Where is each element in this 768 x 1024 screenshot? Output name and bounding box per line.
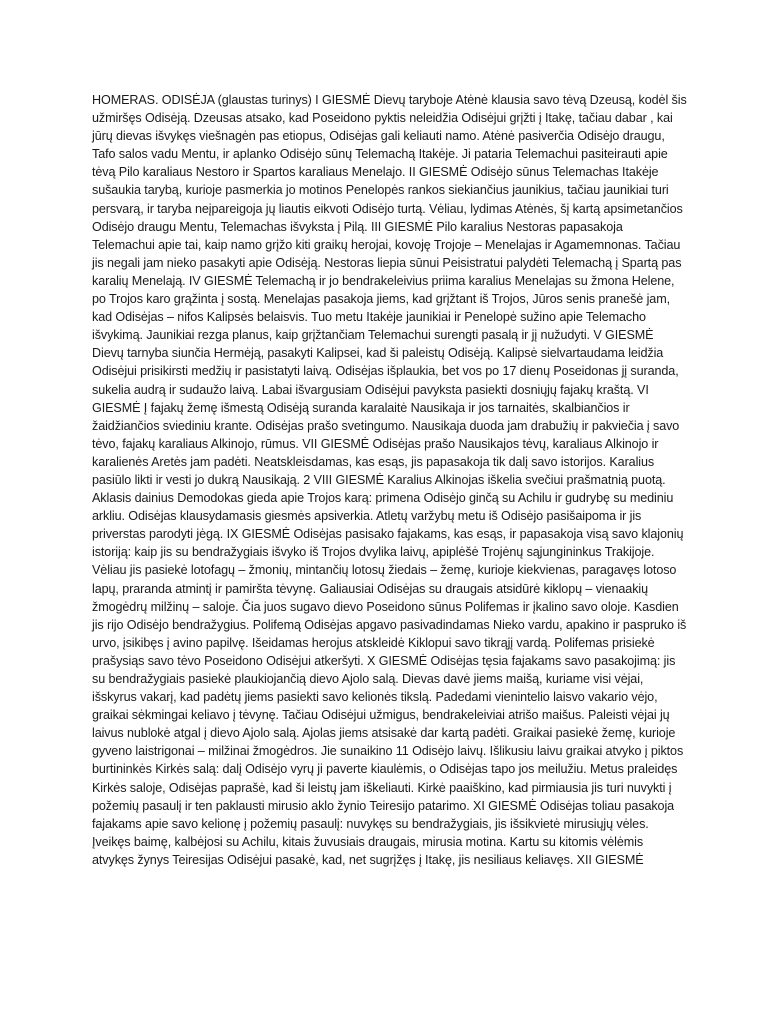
- document-body-text: HOMERAS. ODISĖJA (glaustas turinys) I GIESMĖ Dievų taryboje Atėnė klausia savo tėvą Dzeusą, kodėl šis užmiršęs Odisėją. Dzeusas atsako, kad Poseidono pyktis neleidžia Odisėjui grįžti į Itakę, tačiau dabar , kai jūrų dievas išvykęs viešnagėn pas etiopus, Odisėjas gali keliauti namo. Atėnė pasiverčia Odisėjo draugu, Tafo salos vadu Mentu, ir aplanko Odisėjo sūnų Telemachą Itakėje. Ji pataria Telemachui pasiteirauti apie tėvą Pilo karaliaus Nestoro ir Spartos karaliaus Menelajo. II GIESMĖ Odisėjo sūnus Telemachas Itakėje sušaukia tarybą, kurioje pasmerkia jo motinos Penelopės rankos siekiančius jaunikius, tačiau jaunikiai turi persvarą, ir taryba neįpareigoja jų liautis eikvoti Odisėjo turtą. Vėliau, lydimas Atėnės, šį kartą apsimetančios Odisėjo draugu Mentu, Telemachas išvyksta į Pilą. III GIESMĖ Pilo karalius Nestoras papasakoja Telemachui apie tai, kaip namo grįžo kiti graikų herojai, kovoję Trojoje – Menelajas ir Agamemnonas. Tačiau jis negali jam nieko pasakyti apie Odisėją. Nestoras liepia sūnui Peisistratui palydėti Telemachą į Spartą pas karalių Menelają. IV GIESMĖ Telemachą ir jo bendrakeleivius priima karalius Menelajas su žmona Helene, po Trojos karo grąžinta į sostą. Menelajas pasakoja jiems, kad grįžtant iš Trojos, Jūros senis pranešė jam, kad Odisėjas – nifos Kalipsės belaisvis. Tuo metu Itakėje jaunikiai ir Penelopė sužino apie Telemacho išvykimą. Jaunikiai rezga planus, kaip grįžtančiam Telemachui surengti pasalą ir jį nužudyti. V GIESMĖ Dievų tarnyba siunčia Hermėją, pasakyti Kalipsei, kad ši paleistų Odisėją. Kalipsė sielvartaudama leidžia Odisėjui prisikirsti medžių ir pasistatyti laivą. Odisėjas išplaukia, bet vos po 17 dienų Poseidonas jį suranda, sukelia audrą ir sudaužo laivą. Labai išvargusiam Odisėjui pavyksta pasiekti dosniųjų fajakų kraštą. VI GIESMĖ Į fajakų žemę išmestą Odisėją suranda karalaitė Nausikaja ir jos tarnaitės, skalbiančios ir žaidžiančios sviediniu krante. Odisėjas prašo svetingumo. Nausikaja duoda jam drabužių ir pakviečia į savo tėvo, fajakų karaliaus Alkinojo, rūmus. VII GIESMĖ Odisėjas prašo Nausikajos tėvų, karaliaus Alkinojo ir karalienės Aretės jam padėti. Neatskleisdamas, kas esąs, jis papasakoja tik dalį savo istorijos. Karalius pasiūlo likti ir vesti jo dukrą Nausikają. 2 VIII GIESMĖ Karalius Alkinojas iškelia svečiui prašmatnią puotą. Aklasis dainius Demodokas gieda apie Trojos karą: primena Odisėjo ginčą su Achilu ir gudrybę su mediniu arkliu. Odisėjas klausydamasis giesmės apsiverkia. Atletų varžybų metu iš Odisėjo pasišaipoma ir jis priverstas parodyti jėgą. IX GIESMĖ Odisėjas pasisako fajakams, kas esąs, ir papasakoja visą savo klajonių istoriją: kaip jis su bendražygiais išvyko iš Trojos dvylika laivų, apiplėšė Trojėnų sąjungininkus Trakijoje. Vėliau jis pasiekė lotofagų – žmonių, mintančių lotosų žiedais – žemę, kurioje kiekvienas, paragavęs lotoso lapų, praranda atmintį ir pamiršta tėvynę. Galiausiai Odisėjas su draugais atsidūrė kiklopų – vienaakių žmogėdrų milžinų – saloje. Čia juos sugavo dievo Poseidono sūnus Polifemas ir įkalino savo oloje. Kasdien jis rijo Odisėjo bendražygius. Polifemą Odisėjas apgavo pasivadindamas Nieko vardu, apakino ir paspruko iš urvo, įsikibęs į avino papilvę. Išeidamas herojus atskleidė Kiklopui savo tikrąjį vardą. Polifemas prisiekė prašysiąs savo tėvo Poseidono Odisėjui atkeršyti. X GIESMĖ Odisėjas tęsia fajakams savo pasakojimą: jis su bendražygiais pasiekė plaukiojančią dievo Ajolo salą. Dievas davė jiems maišą, kuriame visi vėjai, išskyrus vakarį, kad padėtų jiems pasiekti savo kelionės tikslą. Padedami vienintelio laisvo vakario vėjo, graikai sėkmingai keliavo į tėvynę. Tačiau Odisėjui užmigus, bendrakeleiviai atrišo maišus. Paleisti vėjai jų laivus nublokė atgal į dievo Ajolo salą. Ajolas jiems atsisakė dar kartą padėti. Graikai pasiekė žemę, kurioje gyveno laistrigonai – milžinai žmogėdros. Jie sunaikino 11 Odisėjo laivų. Išlikusiu laivu graikai atvyko į piktos burtininkės Kirkės salą: dalį Odisėjo vyrų ji paverte kiaulėmis, o Odisėjas tapo jos meilužiu. Metus praleidęs Kirkės saloje, Odisėjas paprašė, kad ši leistų jam iškeliauti. Kirkė paaiškino, kad pirmiausia jis turi nuvykti į požemių pasaulį ir ten paklausti mirusio aklo žynio Teiresijo patarimo. XI GIESMĖ Odisėjas toliau pasakoja fajakams apie savo kelionę į požemių pasaulį: nuvykęs su bendražygiais, jis išsikvietė mirusiųjų vėles. Įveikęs baimę, kalbėjosi su Achilu, kitais žuvusiais draugais, mirusia motina. Kartu su kitomis vėlėmis atvykęs žynys Teiresijas Odisėjui pasakė, kad, net sugrįžęs į Itakę, jis nesiliaus keliavęs. XII GIESMĖ: [92, 93, 687, 867]
